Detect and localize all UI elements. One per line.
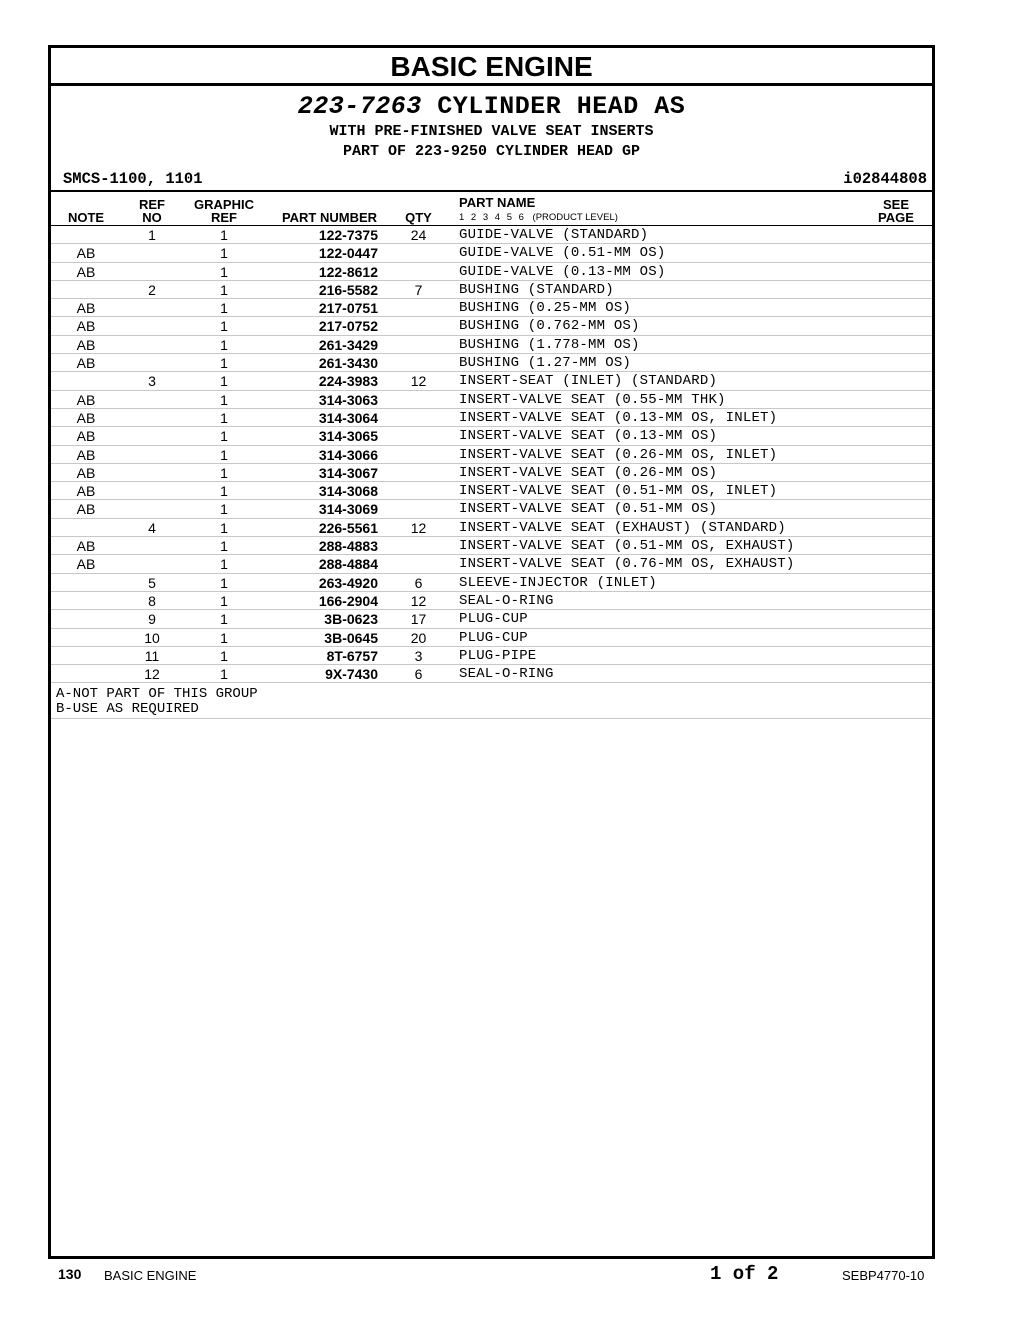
col-qty: QTY — [405, 210, 432, 225]
graphic-ref-cell: 1 — [220, 647, 228, 664]
note-cell: AB — [76, 446, 96, 463]
footer-section: BASIC ENGINE — [104, 1268, 197, 1283]
col-graphic-bottom: REF — [211, 210, 237, 225]
part-name-cell: PLUG-CUP — [459, 611, 528, 628]
part-name-cell: INSERT-VALVE SEAT (0.51-MM OS) — [459, 501, 718, 518]
section-title: BASIC ENGINE — [51, 48, 932, 86]
ref-no-cell: 5 — [148, 574, 156, 591]
table-row — [51, 244, 932, 262]
part-number-cell: 314-3066 — [318, 446, 378, 463]
ref-no-cell: 9 — [148, 611, 156, 628]
ref-no-cell: 11 — [144, 647, 160, 664]
note-cell: AB — [76, 556, 96, 573]
part-name-cell: INSERT-VALVE SEAT (0.13-MM OS) — [459, 428, 718, 445]
ref-no-cell: 1 — [148, 227, 156, 243]
graphic-ref-cell: 1 — [220, 227, 228, 243]
part-name-cell: SEAL-O-RING — [459, 666, 554, 683]
part-number-cell: 314-3064 — [318, 409, 378, 426]
illustration-id: i02844808 — [843, 170, 927, 188]
graphic-ref-cell: 1 — [220, 629, 228, 646]
part-number-cell: 9X-7430 — [325, 666, 378, 683]
part-number-cell: 314-3063 — [318, 391, 378, 408]
note-cell: AB — [76, 428, 96, 445]
col-see-top: SEE — [882, 197, 909, 212]
table-row — [51, 555, 932, 573]
table-row — [51, 317, 932, 335]
table-row — [51, 354, 932, 372]
part-number-cell: 217-0751 — [318, 300, 378, 317]
assembly-subtitle-1: WITH PRE-FINISHED VALVE SEAT INSERTS — [329, 123, 654, 140]
table-row — [51, 592, 932, 610]
table-row — [51, 391, 932, 409]
table-row — [51, 482, 932, 500]
graphic-ref-cell: 1 — [220, 519, 228, 536]
table-row — [51, 263, 932, 281]
part-name-cell: INSERT-VALVE SEAT (0.76-MM OS, EXHAUST) — [459, 556, 795, 573]
part-number-cell: 288-4883 — [318, 538, 378, 555]
table-row — [51, 372, 932, 390]
table-row — [51, 629, 932, 647]
part-name-cell: BUSHING (0.25-MM OS) — [459, 300, 632, 317]
note-cell: AB — [76, 300, 96, 317]
part-name-cell: INSERT-VALVE SEAT (0.13-MM OS, INLET) — [459, 409, 778, 426]
col-part-name: PART NAME — [459, 195, 536, 210]
note-a: A-NOT PART OF THIS GROUP — [56, 685, 258, 702]
table-row — [51, 226, 932, 244]
product-level-numbers: 1 2 3 4 5 6 — [459, 212, 524, 223]
table-row — [51, 409, 932, 427]
part-name-cell: GUIDE-VALVE (0.51-MM OS) — [459, 245, 666, 262]
part-number-cell: 226-5561 — [318, 519, 378, 536]
graphic-ref-cell: 1 — [220, 556, 228, 573]
part-number-cell: 314-3065 — [318, 428, 378, 445]
part-number-cell: 122-7375 — [318, 227, 378, 243]
part-name-cell: INSERT-VALVE SEAT (0.51-MM OS, EXHAUST) — [459, 538, 795, 555]
table-row — [51, 427, 932, 445]
product-level-label: (PRODUCT LEVEL) — [532, 212, 618, 223]
graphic-ref-cell: 1 — [220, 538, 228, 555]
part-number-cell: 122-8612 — [318, 263, 378, 280]
col-ref-bottom: NO — [142, 210, 162, 225]
note-cell: AB — [76, 538, 96, 555]
ref-no-cell: 8 — [148, 592, 156, 609]
part-name-cell: BUSHING (1.778-MM OS) — [459, 336, 640, 353]
note-cell: AB — [76, 245, 96, 262]
part-name-cell: INSERT-VALVE SEAT (EXHAUST) (STANDARD) — [459, 519, 786, 536]
ref-no-cell: 10 — [144, 629, 160, 646]
graphic-ref-cell: 1 — [220, 263, 228, 280]
part-name-cell: INSERT-VALVE SEAT (0.26-MM OS, INLET) — [459, 446, 778, 463]
assembly-subtitle-2: PART OF 223-9250 CYLINDER HEAD GP — [342, 143, 641, 160]
footer-page-of: 1 of 2 — [710, 1263, 779, 1285]
part-number-cell: 217-0752 — [318, 318, 378, 335]
part-number-cell: 314-3068 — [318, 483, 378, 500]
graphic-ref-cell: 1 — [220, 501, 228, 518]
part-name-cell: SLEEVE-INJECTOR (INLET) — [459, 574, 657, 591]
graphic-ref-cell: 1 — [220, 446, 228, 463]
header-rule — [51, 190, 932, 192]
note-cell: AB — [76, 318, 96, 335]
table-row — [51, 537, 932, 555]
col-graphic-top: GRAPHIC — [194, 197, 254, 212]
part-name-cell: BUSHING (0.762-MM OS) — [459, 318, 640, 335]
assembly-title — [51, 92, 932, 122]
graphic-ref-cell: 1 — [220, 464, 228, 481]
ref-no-cell: 3 — [148, 373, 156, 390]
part-name-cell: BUSHING (STANDARD) — [459, 281, 614, 298]
part-name-cell: GUIDE-VALVE (STANDARD) — [459, 227, 649, 243]
part-number-cell: 261-3429 — [318, 336, 378, 353]
part-name-cell: PLUG-PIPE — [459, 647, 537, 664]
assembly-header — [51, 92, 932, 162]
part-number-cell: 263-4920 — [318, 574, 378, 591]
graphic-ref-cell: 1 — [220, 611, 228, 628]
qty-cell: 20 — [410, 629, 427, 646]
table-row — [51, 610, 932, 628]
part-name-cell: SEAL-O-RING — [459, 592, 554, 609]
col-ref-top: REF — [139, 197, 165, 212]
qty-cell: 12 — [410, 592, 427, 609]
table-row — [51, 299, 932, 317]
table-row — [51, 574, 932, 592]
ref-no-cell: 4 — [148, 519, 156, 536]
part-number-cell: 8T-6757 — [326, 647, 378, 664]
table-row — [51, 519, 932, 537]
qty-cell: 12 — [410, 373, 427, 390]
qty-cell: 12 — [410, 519, 427, 536]
part-number-cell: 288-4884 — [318, 556, 378, 573]
graphic-ref-cell: 1 — [220, 592, 228, 609]
graphic-ref-cell: 1 — [220, 409, 228, 426]
col-part-number: PART NUMBER — [281, 210, 378, 225]
note-cell: AB — [76, 483, 96, 500]
qty-cell: 7 — [414, 281, 423, 298]
page-frame — [48, 45, 935, 1259]
part-number-cell: 224-3983 — [318, 373, 378, 390]
parts-table — [51, 226, 932, 683]
qty-cell: 24 — [410, 227, 427, 243]
part-name-cell: INSERT-VALVE SEAT (0.26-MM OS) — [459, 464, 718, 481]
graphic-ref-cell: 1 — [220, 373, 228, 390]
table-row — [51, 281, 932, 299]
graphic-ref-cell: 1 — [220, 336, 228, 353]
footer-page-number: 130 — [58, 1266, 82, 1282]
graphic-ref-cell: 1 — [220, 574, 228, 591]
part-number-cell: 3B-0623 — [324, 611, 378, 628]
part-name-cell: PLUG-CUP — [459, 629, 528, 646]
part-number-cell: 3B-0645 — [324, 629, 378, 646]
part-name-cell: INSERT-VALVE SEAT (0.55-MM THK) — [459, 391, 726, 408]
note-cell: AB — [76, 391, 96, 408]
graphic-ref-cell: 1 — [220, 391, 228, 408]
graphic-ref-cell: 1 — [220, 355, 228, 372]
col-note: NOTE — [67, 210, 105, 225]
note-cell: AB — [76, 336, 96, 353]
part-number-cell: 314-3067 — [318, 464, 378, 481]
assembly-part-number: 223-7263 — [297, 92, 422, 121]
graphic-ref-cell: 1 — [220, 300, 228, 317]
qty-cell: 3 — [414, 647, 423, 664]
footer-document-number: SEBP4770-10 — [842, 1268, 925, 1283]
table-row — [51, 647, 932, 665]
part-name-cell: INSERT-SEAT (INLET) (STANDARD) — [459, 373, 718, 390]
product-levels — [459, 212, 618, 223]
ref-no-cell: 2 — [148, 281, 156, 298]
note-cell: AB — [76, 501, 96, 518]
note-cell: AB — [76, 409, 96, 426]
note-cell: AB — [76, 355, 96, 372]
table-row — [51, 665, 932, 683]
part-name-cell: INSERT-VALVE SEAT (0.51-MM OS, INLET) — [459, 483, 778, 500]
table-row — [51, 500, 932, 518]
graphic-ref-cell: 1 — [220, 318, 228, 335]
graphic-ref-cell: 1 — [220, 483, 228, 500]
qty-cell: 6 — [414, 666, 423, 683]
note-cell: AB — [76, 263, 96, 280]
assembly-name: CYLINDER HEAD AS — [437, 92, 686, 121]
qty-cell: 17 — [410, 611, 427, 628]
table-row — [51, 446, 932, 464]
note-cell: AB — [76, 464, 96, 481]
part-number-cell: 261-3430 — [318, 355, 378, 372]
part-number-cell: 122-0447 — [318, 245, 378, 262]
smcs-code: SMCS-1100, 1101 — [63, 170, 203, 188]
table-row — [51, 336, 932, 354]
part-name-cell: BUSHING (1.27-MM OS) — [459, 355, 632, 372]
notes-rule — [51, 718, 932, 719]
graphic-ref-cell: 1 — [220, 428, 228, 445]
notes-block — [56, 687, 926, 717]
part-name-cell: GUIDE-VALVE (0.13-MM OS) — [459, 263, 666, 280]
part-number-cell: 216-5582 — [318, 281, 378, 298]
part-number-cell: 166-2904 — [318, 592, 378, 609]
table-row — [51, 464, 932, 482]
graphic-ref-cell: 1 — [220, 281, 228, 298]
qty-cell: 6 — [414, 574, 423, 591]
graphic-ref-cell: 1 — [220, 666, 228, 683]
graphic-ref-cell: 1 — [220, 245, 228, 262]
ref-no-cell: 12 — [144, 666, 160, 683]
col-see-bottom: PAGE — [878, 210, 914, 225]
part-number-cell: 314-3069 — [318, 501, 378, 518]
note-b: B-USE AS REQUIRED — [56, 700, 199, 717]
